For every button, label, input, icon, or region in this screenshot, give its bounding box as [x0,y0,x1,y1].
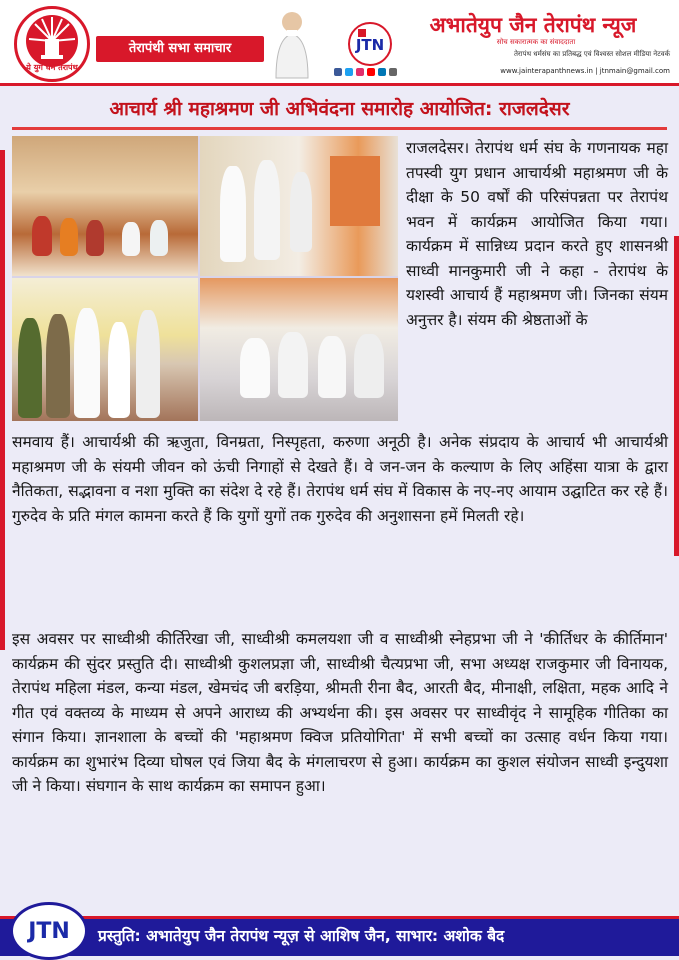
terapanth-logo [14,6,90,82]
acharya-portrait [272,8,312,80]
right-accent-bar [674,236,679,556]
logo-caption: ये युग धर्म तेरापंथ [26,63,78,72]
footer-credit: प्रस्तुति: अभातेयुप जैन तेरापंथ न्यूज़ से आशिष जैन, साभार: अशोक बैद [98,927,505,945]
brand-subtitle: तेरापंथ धर्मसंघ का प्रतिबद्ध एवं विश्वस्त सोशल मीडिया नेटवर्क [513,50,670,58]
web-icon[interactable] [389,68,397,76]
event-photo-seated-sadhvis [200,278,398,421]
page-footer [0,902,679,960]
event-photo-collage [12,136,398,421]
linkedin-icon[interactable] [378,68,386,76]
instagram-icon[interactable] [356,68,364,76]
article-headline: आचार्य श्री महाश्रमण जी अभिवंदना समारोह आयोजित: राजलदेसर [109,98,570,120]
event-photo-women-group [12,278,198,421]
article-paragraph-2: इस अवसर पर साध्वीश्री कीर्तिरेखा जी, साध्वीश्री कमलयशा जी व साध्वीश्री स्नेहप्रभा जी ने 'कीर्तिधर के कीर्तिमान' कार्यक्रम की सुंदर प्रस्तुति दी। साध्वीश्री कुशलप्रज्ञा जी, साध्वीश्री चैत्यप्रभा जी, सभा अध्यक्ष राजकुमार जी विनायक, तेरापंथ महिला मंडल, कन्या मंडल, खेमचंद जी बरड़िया, श्रीमती रीना बैद, आरती बैद, मीनाक्षी, लक्षिता, महक आदि ने गीत एवं वक्तव्य के माध्यम से अपने आराध्य की अभ्यर्थना की। इस अवसर पर साध्वीवृंद ने सामूहिक गीतिका का संगान किया। ज्ञानशाला के बच्चों की 'महाश्रमण क्विज प्रतियोगिता' में सभी बच्चों का उत्साह वर्धन किया गया। कार्यक्रम का शुभारंभ दिव्या घोषल एवं जिया बैद के मंगलाचरण से हुआ। कार्यक्रम का कुशल संयोजन साध्वी इन्दुयशा जी ने किया। संघगान के साथ कार्यक्रम का समापन हुआ। [12,630,668,795]
brand-title: अभातेयुप जैन तेरापंथ न्यूज [429,13,637,37]
social-icons [334,68,397,76]
portrait-icon [272,8,312,80]
event-photo-children [12,136,198,276]
event-photo-sadhvis-stage [200,136,398,276]
sabha-samachar-badge: तेरापंथी सभा समाचार [96,36,264,62]
facebook-icon[interactable] [334,68,342,76]
twitter-icon[interactable] [345,68,353,76]
left-accent-bar [0,150,5,650]
article-paragraph-1-bottom: समवाय हैं। आचार्यश्री की ऋजुता, विनम्रता, निस्पृहता, करुणा अनूठी है। अनेक संप्रदाय के आचार्य भी आचार्यश्री महाश्रमण जी के संयमी जीवन को ऊंची निगाहों से देखते हैं। वे जन-जन के कल्याण के लिए अहिंसा यात्रा के द्वारा नैतिकता, सद्भावना व नशा मुक्ति का संदेश दे रहे हैं। तेरापंथ धर्म संघ में विकास के नए-नए आयाम उद्घाटित कर रहे हैं। गुरुदेव के प्रति मंगल कामना करते हैं कि युगों युगों तक गुरुदेव की अनुशासना हमें मिलती रहे। [12,433,668,525]
headline-divider [12,127,667,130]
website-link[interactable]: www.jainterapanthnews.in | jtnmain@gmail.com [500,67,670,75]
article-paragraph-1-top: राजलदेसर। तेरापंथ धर्म संघ के गणनायक महा तपस्वी युग प्रधान आचार्यश्री महाश्रमण जी के दीक्षा के 50 वर्षों की परिसंपन्नता पर तेरापंथ भवन में कार्यक्रम आयोजित किया गया। कार्यक्रम में सान्निध्य प्रदान करते हुए शासनश्री साध्वी मानकुमारी जी ने कहा - तेरापंथ के यशस्वी आचार्य हैं महाश्रमण जी। जिनका संयम अनुत्तर है। संयम की श्रेष्ठताओं के [406,139,668,329]
youtube-icon[interactable] [367,68,375,76]
page-header [0,0,679,86]
footer-jtn-logo: JTN [10,902,88,960]
jtn-logo: JTN [348,22,392,66]
brand-tagline: सोच सकारात्मक का संवाददाता [496,38,576,46]
